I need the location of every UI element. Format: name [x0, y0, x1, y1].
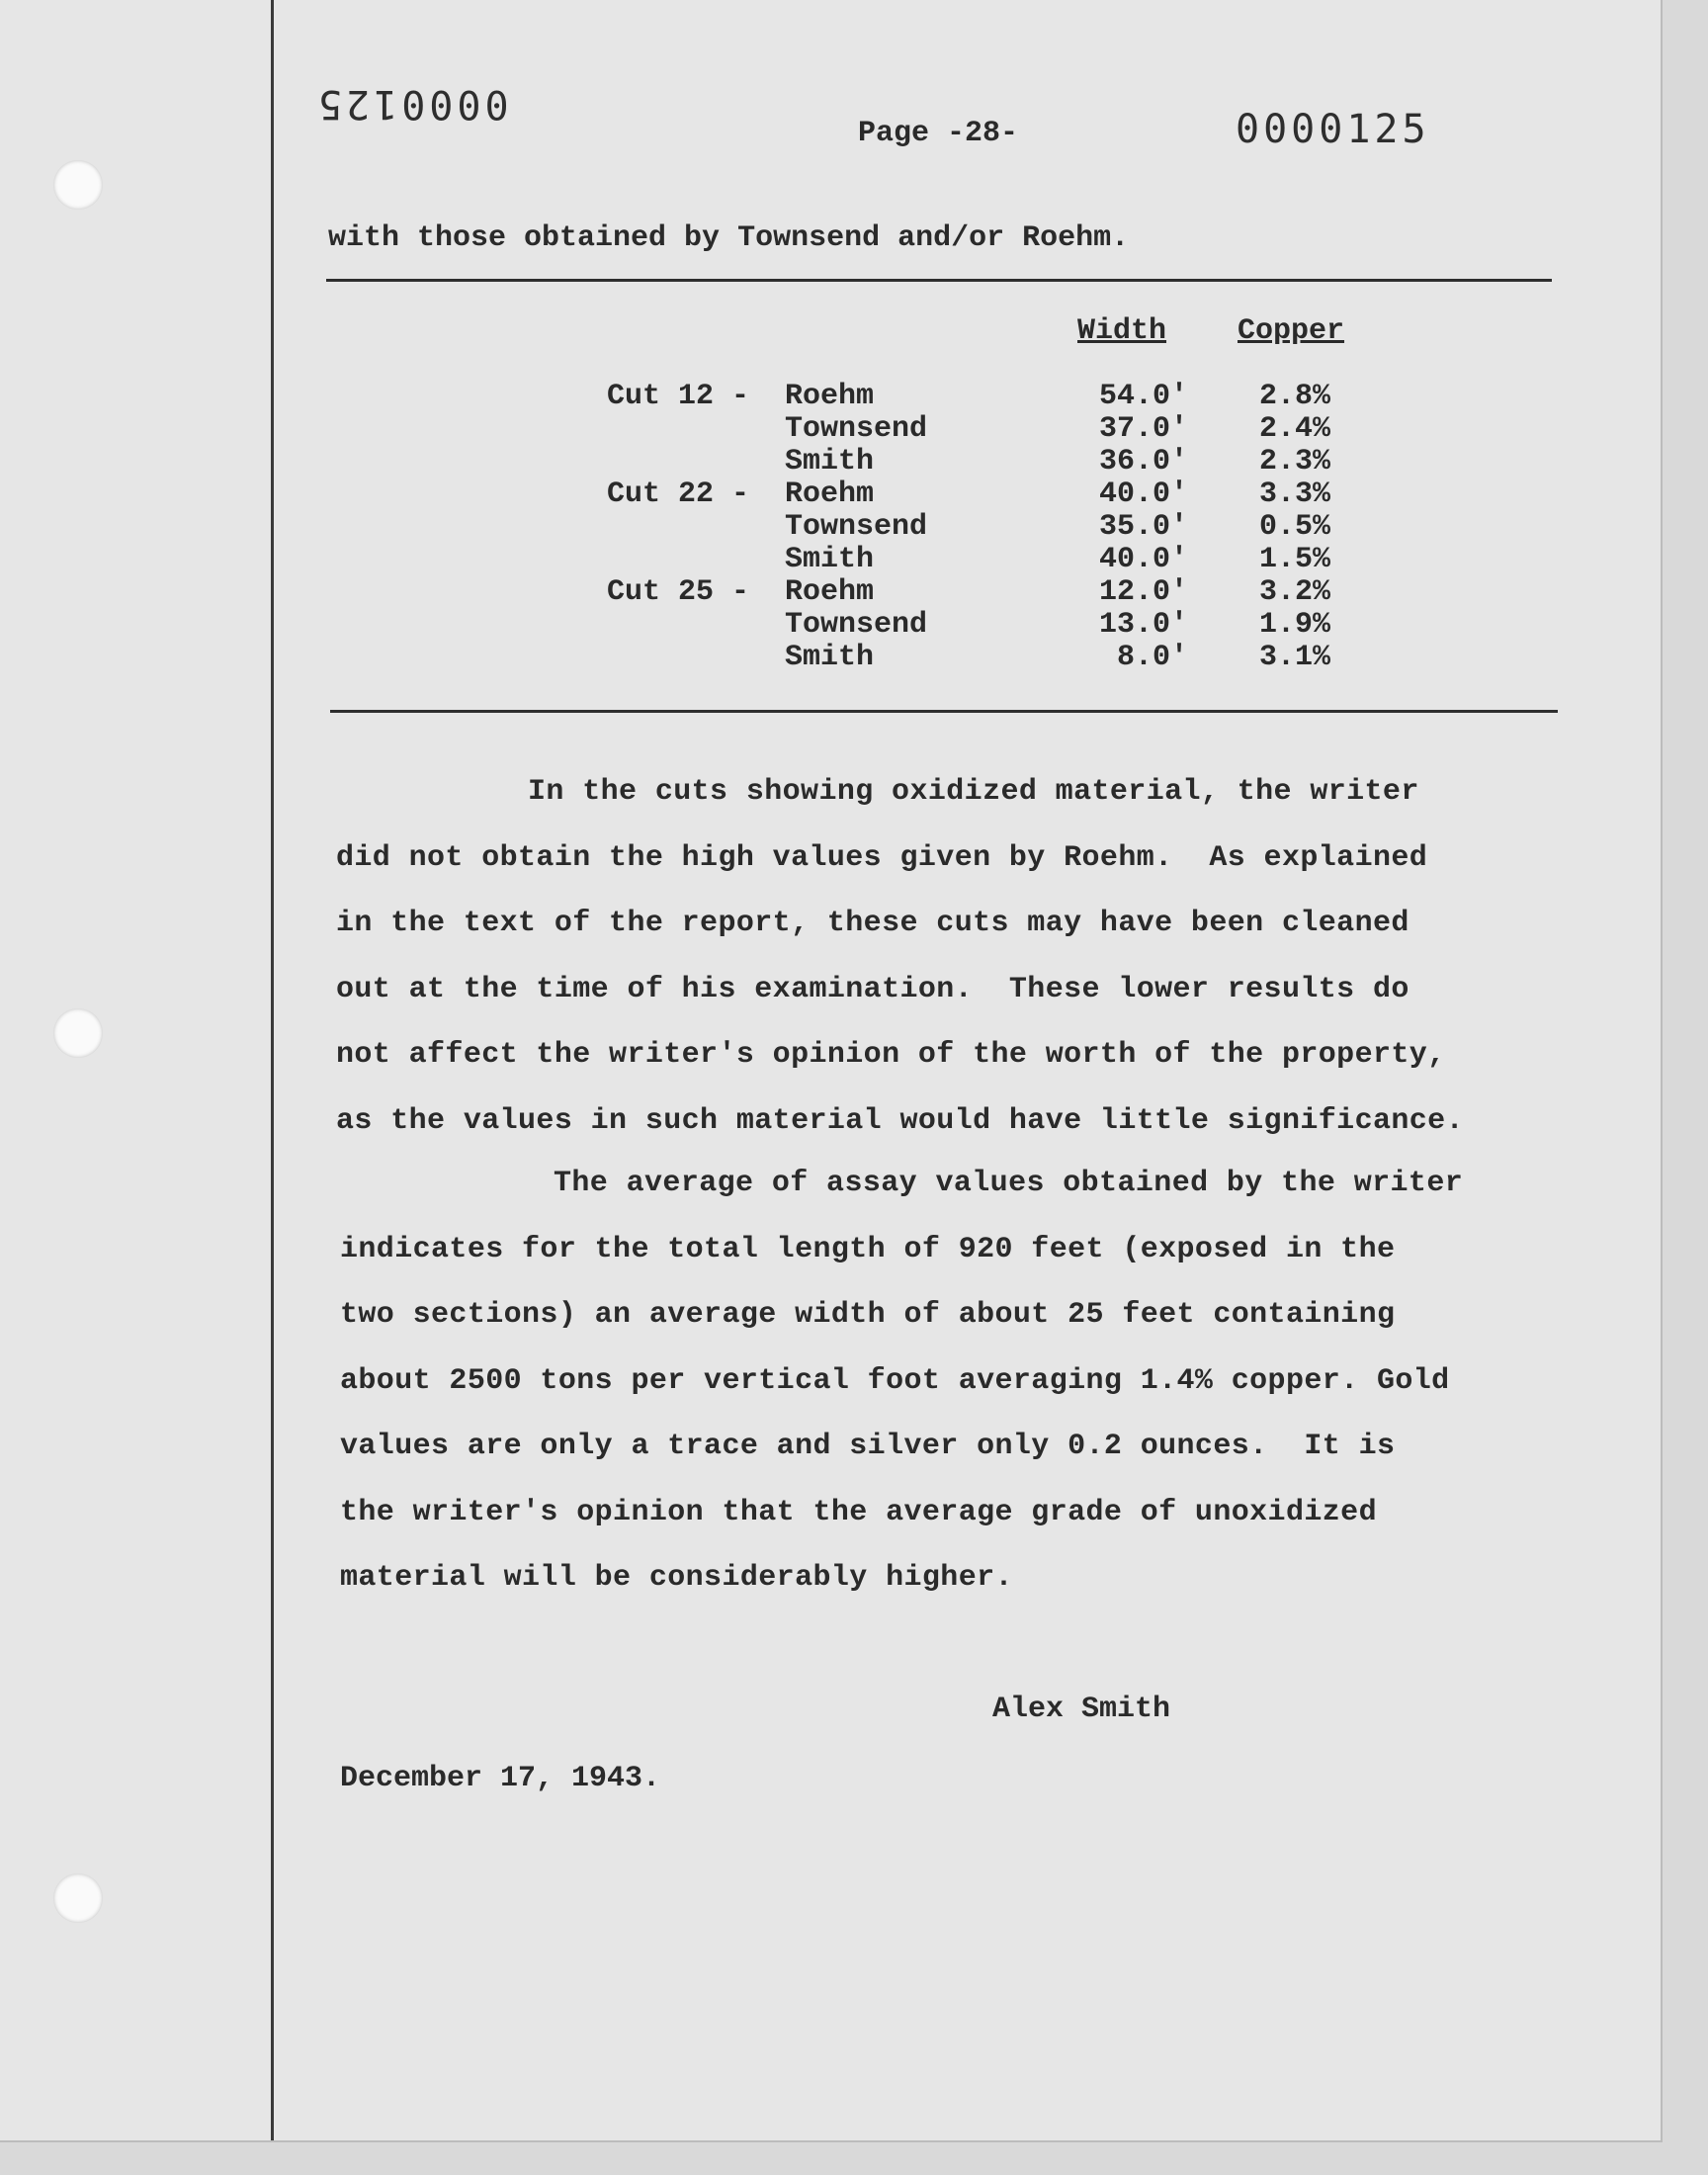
- table-cell-copper: 0.5%: [1259, 510, 1331, 544]
- table-cell-cut: Cut 25 -: [607, 575, 750, 609]
- paragraph-line: material will be considerably higher.: [340, 1561, 1013, 1595]
- table-cell-name: Smith: [785, 445, 875, 478]
- table-top-rule: [326, 279, 1552, 282]
- table-cell-name: Townsend: [785, 608, 928, 642]
- paragraph-line: in the text of the report, these cuts may have been cleaned: [336, 907, 1409, 940]
- paragraph-line: values are only a trace and silver only 0.2 ounces. It is: [340, 1430, 1396, 1463]
- table-cell-name: Smith: [785, 543, 875, 576]
- table-cell-width: 36.0': [1098, 445, 1188, 478]
- paragraph-line: as the values in such material would have little significance.: [336, 1103, 1464, 1138]
- paragraph-line: about 2500 tons per vertical foot averaging 1.4% copper. Gold: [340, 1363, 1450, 1398]
- table-cell-name: Roehm: [785, 478, 875, 511]
- table-cell-copper: 2.3%: [1259, 445, 1331, 478]
- punch-hole-middle: [53, 1008, 103, 1058]
- paragraph-line: the writer's opinion that the average grade of unoxidized: [340, 1495, 1377, 1529]
- table-cell-copper: 3.1%: [1259, 641, 1331, 674]
- table-cell-name: Smith: [785, 641, 875, 674]
- table-cell-width: 13.0': [1098, 608, 1188, 642]
- table-cell-width: 8.0': [1116, 641, 1188, 674]
- margin-rule: [271, 0, 274, 2140]
- table-cell-copper: 2.4%: [1259, 412, 1331, 446]
- paragraph-line: indicates for the total length of 920 feet (exposed in the: [340, 1232, 1396, 1266]
- table-cell-name: Townsend: [785, 412, 928, 446]
- table-cell-width: 40.0': [1098, 543, 1188, 576]
- table-cell-name: Roehm: [785, 380, 875, 413]
- table-cell-width: 35.0': [1098, 510, 1188, 544]
- table-cell-copper: 3.2%: [1259, 575, 1331, 609]
- table-cell-copper: 1.5%: [1259, 543, 1331, 576]
- column-header-copper: Copper: [1238, 314, 1345, 348]
- paragraph-line: out at the time of his examination. These lower results do: [336, 972, 1409, 1006]
- paragraph-line: did not obtain the high values given by Roehm. As explained: [336, 840, 1428, 875]
- table-cell-copper: 2.8%: [1259, 380, 1331, 413]
- punch-hole-top: [53, 160, 103, 210]
- table-cell-copper: 1.9%: [1259, 608, 1331, 642]
- paragraph-line: not affect the writer's opinion of the worth of the property,: [336, 1038, 1446, 1072]
- table-cell-width: 40.0': [1098, 478, 1188, 511]
- table-cell-width: 54.0': [1098, 380, 1188, 413]
- table-cell-width: 37.0': [1098, 412, 1188, 446]
- table-cell-copper: 3.3%: [1259, 478, 1331, 511]
- signature: Alex Smith: [992, 1693, 1171, 1726]
- table-cell-cut: Cut 12 -: [607, 380, 750, 413]
- table-cell-name: Townsend: [785, 510, 928, 544]
- paragraph-line: two sections) an average width of about 25 feet containing: [340, 1298, 1396, 1332]
- stamp-number: 0000125: [1236, 107, 1430, 152]
- table-cell-name: Roehm: [785, 575, 875, 609]
- table-cell-width: 12.0': [1098, 575, 1188, 609]
- date: December 17, 1943.: [340, 1762, 661, 1795]
- punch-hole-bottom: [53, 1873, 103, 1923]
- intro-line: with those obtained by Townsend and/or Roehm.: [328, 221, 1130, 255]
- stamp-number-inverted: 0000125: [314, 81, 509, 127]
- page-number: Page -28-: [858, 117, 1019, 150]
- paragraph-line: In the cuts showing oxidized material, the writer: [528, 775, 1419, 809]
- table-cell-cut: Cut 22 -: [607, 478, 750, 511]
- table-bottom-rule: [330, 710, 1558, 713]
- column-header-width: Width: [1077, 314, 1167, 348]
- paragraph-line: The average of assay values obtained by the writer: [554, 1167, 1464, 1200]
